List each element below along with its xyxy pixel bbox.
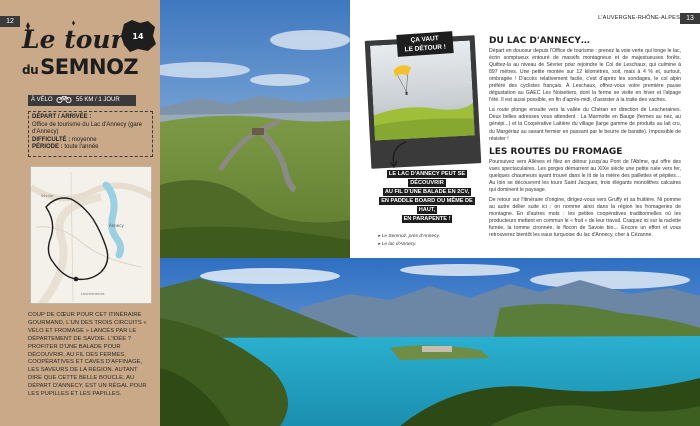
photo-note: ▸ Le Semnoz, près d'Annecy.	[378, 234, 440, 239]
photo-note: ▸ Le lac d'Annecy.	[378, 242, 417, 247]
route-map	[30, 166, 152, 304]
caption-line: EN PADDLE BOARD OU MÊME DE HAUT,	[381, 198, 473, 213]
caption-line: LE LAC D'ANNECY PEUT SE DÉCOUVRIR	[388, 171, 466, 186]
detour-tag	[396, 31, 453, 57]
title-line2	[22, 54, 152, 83]
paraglider-photo-frame	[365, 35, 482, 169]
intro-blurb: COUP DE CŒUR POUR CET ITINÉRAIRE GOURMAND, L'UN DES TROIS CIRCUITS « VÉLO ET FROMAGE » LANCÉS PAR LE DÉPARTEMENT DE SAVOIE. L'IDÉE ? PROFITER D'UNE BALADE POUR DÉCOUVRIR, AU FIL DES FERMES, COOPÉRATIVES ET CAVES D'AFFINAGE, LES SAVEURS DE LA RÉGION. AUTANT DIRE QUE CETTE BELLE BOUCLE, AU DÉPART D'ANNECY, EST UN RÉGAL POUR LES PUPILLES ET LES PAPILLES.	[28, 312, 147, 398]
svg-text:Annecy: Annecy	[109, 223, 124, 228]
title-du: du	[22, 63, 39, 77]
page-number-left: 12	[0, 16, 20, 27]
difficulty-label: DIFFICULTÉ :	[32, 136, 71, 143]
section1-heading: DU LAC D'ANNECY…	[489, 36, 590, 46]
arrow-icon	[384, 140, 414, 170]
svg-text:Lescheraines: Lescheraines	[81, 292, 105, 296]
photo-semnoz	[160, 0, 350, 258]
section2-paragraph: Poursuivez vers Allèves et filez en détour jusqu'au Pont de l'Abîme, qui offre des vues spectaculaires. Les gorges démarrent au XIXe siècle une petite ruée vers fer, quelques chaumeurs ayant trouvé dans le lit de la rivière des paillettes et pépites… Au loin se découvrent les tours Saint Jacques, trois élégants monolithes calcaires qui dominent le paysage.	[489, 158, 681, 193]
start-label: DÉPART / ARRIVÉE :	[32, 114, 92, 120]
title-semnoz: SEMNOZ	[40, 55, 139, 79]
running-header: L'AUVERGNE-RHÔNE-ALPES	[598, 15, 680, 21]
caption-line: EN PARAPENTE !	[403, 216, 451, 222]
article-column	[489, 36, 681, 242]
period-label: PÉRIODE :	[32, 144, 63, 151]
caption-line: AU FIL D'UNE BALADE EN 2CV,	[384, 189, 470, 195]
bicycle-icon	[56, 95, 72, 103]
period-value: toute l'année	[64, 144, 99, 151]
svg-text:Sévrier: Sévrier	[41, 194, 54, 198]
difficulty-value: moyenne	[71, 136, 97, 143]
start-value: Office de tourisme du Lac d'Annecy (gare d'Annecy)	[32, 121, 143, 136]
page-number-right: 13	[680, 13, 700, 24]
route-stats: 55 KM / 1 JOUR	[76, 97, 120, 103]
left-column	[0, 0, 160, 426]
detour-tag-line2: LE DÉTOUR !	[404, 43, 447, 54]
page-title	[22, 26, 152, 83]
section2-paragraph: De retour sur l'itinéraire d'origine, dirigez-vous vers Gruffy et sa fruitière. Ni pomme au autre délier suite ici : on nomme ainsi dans la région les fromageries de montagne. En d'autres mots : les petites coopératives traditionnelles où les producteurs mettent en commun le « fruit » de leur travail. Craquez ici sur la raclette fumée, la tomme cironnée, le flocon de Savoie bio… Encore un effort et vous retrouverez bientôt les eaux turquoise du lac d'Annecy, cher à Cézanne.	[489, 196, 681, 239]
photo-lake-annecy	[160, 258, 700, 426]
photo-caption	[374, 170, 480, 224]
route-mode: À VÉLO	[31, 97, 53, 103]
route-info-box	[28, 111, 153, 157]
svg-text:14: 14	[132, 32, 144, 41]
section1-paragraph: La route plonge ensuite vers la vallée du Chéran en direction de Lescheraines. Deux belles adresses vous attendent : La Marmotte en Bauge (fermes au nez, au génépi...) et la Coopérative Laitière du village (large gamme de produits au lait cru, du Margériaz au savant fermier en passant par le beurre de baratte). Impossible de résister !	[489, 107, 681, 142]
detour-tag-line1: ÇA VAUT	[410, 35, 439, 44]
title-line1: Le tour	[22, 25, 124, 54]
route-bar	[28, 95, 136, 106]
paraglider-photo	[370, 40, 475, 140]
section1-paragraph: Départ en douceur depuis l'Office de tourisme : prenez la voie verte qui longe le lac, écrin somptueux entouré de massifs montagneux et de majestueuses forêts. Quittez-la au niveau de Sévrier pour rejoindre le Col de Leschaux, qui culmine à 897 mètres. Une petite montée sur 12 kilomètres, soit, mais à 4 % et, surtout, ombragée ! D'accès relativement facile, c'est d'après les sondages, le col alpin préféré des cyclistes français. À Leschaux, offrez-vous votre première pause dégustation au GAEC Les Noisetiers, dont la ferme se visite en hiver et l'alpage l'été. Il est aussi possible, en fin d'après-midi, d'assister à la traite des vaches.	[489, 48, 681, 104]
section2-heading: LES ROUTES DU FROMAGE	[489, 146, 623, 157]
photo-notes	[378, 233, 440, 249]
